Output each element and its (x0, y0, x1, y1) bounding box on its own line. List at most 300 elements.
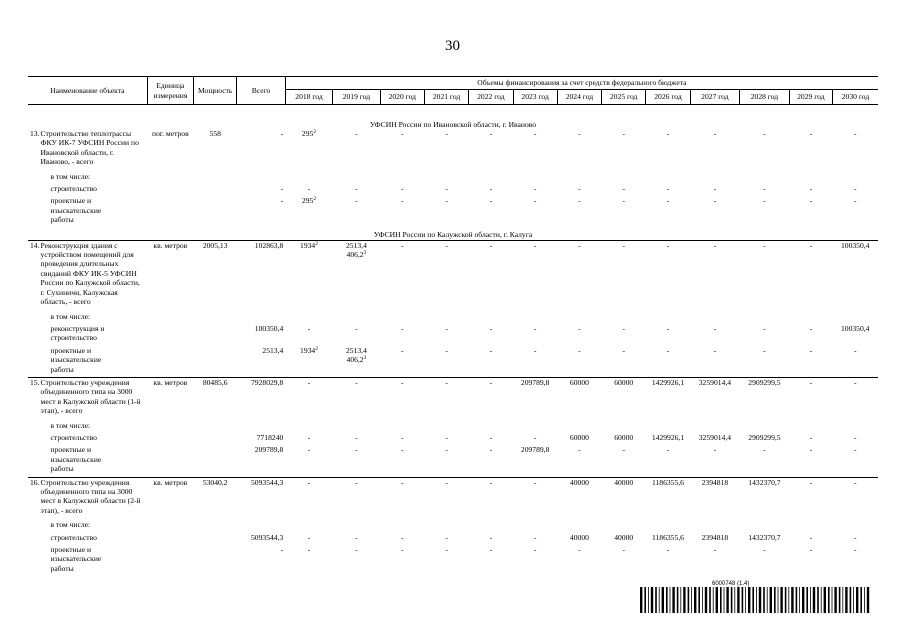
year-header: 2022 год (469, 90, 513, 105)
barcode-bar (734, 587, 735, 613)
barcode-bar (788, 587, 789, 613)
year-value (690, 170, 740, 184)
barcode-bar (860, 587, 862, 613)
year-value (646, 170, 690, 184)
barcode-label: 6000748 (1.4) (712, 581, 750, 587)
object-name: Строительство теплотрассы ФКУ ИК-7 УФСИН России по Ивановской области, г. Иваново, - всего (40, 129, 139, 167)
barcode-bar (821, 587, 822, 613)
unit-cell (147, 324, 193, 346)
table-body (28, 105, 878, 577)
year-value: - (763, 545, 766, 555)
unit-cell (147, 518, 193, 532)
year-value (557, 170, 601, 184)
section-title: УФСИН России по Калужской области, г. Калуга (373, 230, 533, 240)
capacity-cell (194, 433, 237, 445)
year-header: 2026 год (646, 90, 690, 105)
row-number: 15. (28, 377, 39, 418)
year-value: - (533, 184, 537, 194)
year-value: 2909299,5 (740, 377, 790, 418)
cell-value: 406,2 (346, 250, 364, 260)
year-value: - (333, 477, 380, 518)
barcode-bar (839, 587, 841, 613)
object-name: проектные и изыскательские работы (50, 345, 102, 374)
object-name: Реконструкция здания с устройством помещений для проведения длительных свиданий ФКУ ИК-5 УФСИН России по Калужской области, г. Сухиничи, Калужская область, - всего (39, 240, 148, 309)
year-value: - (380, 240, 424, 309)
year-value: - (763, 345, 766, 355)
year-value: - (853, 129, 857, 138)
year-value: - (401, 184, 404, 194)
year-value: - (380, 477, 424, 518)
year-value: - (355, 184, 358, 194)
unit-cell (147, 184, 193, 196)
year-value (646, 419, 690, 433)
year-value (285, 170, 332, 184)
year-value: - (809, 545, 813, 555)
year-value: - (307, 532, 311, 542)
year-value: - (713, 445, 717, 455)
year-value (333, 170, 380, 184)
year-value: - (809, 445, 813, 455)
year-value: - (809, 196, 813, 206)
year-header: 2027 год (690, 90, 740, 105)
object-name: строительство (50, 532, 97, 542)
year-value (602, 310, 646, 324)
section-row (28, 228, 878, 241)
year-value (380, 170, 424, 184)
year-value: 2394818 (690, 477, 740, 518)
barcode-bar (677, 587, 679, 613)
year-value (646, 310, 690, 324)
barcode-bar (666, 587, 668, 613)
total-cell: - (280, 129, 284, 138)
barcode-bar (726, 587, 728, 613)
year-value: 1429926,1 (646, 377, 690, 418)
object-name: строительство (50, 432, 97, 442)
year-value (469, 170, 513, 184)
year-value (513, 518, 557, 532)
year-value: - (809, 184, 813, 194)
year-value (602, 518, 646, 532)
year-value (333, 346, 380, 378)
year-value: - (853, 345, 857, 355)
year-value: 1429926,1 (651, 432, 685, 442)
sub-row (28, 310, 878, 324)
year-value: - (445, 184, 448, 194)
year-value (789, 419, 832, 433)
year-value: 209789,8 (520, 445, 550, 455)
barcode-bar (709, 587, 711, 613)
barcode-bar (698, 587, 700, 613)
capacity-cell (194, 310, 237, 324)
year-value: - (469, 477, 513, 518)
year-value: - (424, 377, 468, 418)
total-cell: 102863,8 (237, 240, 286, 309)
year-value (380, 419, 424, 433)
year-value: - (355, 432, 358, 442)
barcode-bar (770, 587, 772, 613)
year-value: - (333, 377, 380, 418)
total-cell (237, 518, 286, 532)
year-value (789, 310, 832, 324)
year-value: - (622, 129, 625, 138)
year-value: - (853, 432, 857, 442)
barcode-bar (655, 587, 657, 613)
year-value: 1186355,6 (646, 477, 690, 518)
barcode-bar (720, 587, 722, 613)
barcode-bar (796, 587, 798, 613)
year-value: 40000 (557, 477, 601, 518)
sub-row (28, 346, 878, 378)
total-cell (237, 170, 286, 184)
year-value (424, 518, 468, 532)
row-number (28, 419, 39, 433)
year-value: 3259014,4 (690, 377, 740, 418)
year-value: 40000 (614, 532, 634, 542)
capacity-cell (194, 533, 237, 545)
year-value (690, 518, 740, 532)
year-value: - (853, 184, 857, 194)
funding-table (28, 76, 878, 576)
year-value (602, 170, 646, 184)
year-value: - (489, 532, 493, 542)
year-value: - (646, 240, 690, 309)
object-name: в том числе: (50, 420, 91, 430)
col-name: Наименование объекта (28, 77, 147, 105)
capacity-cell: 80485,6 (194, 377, 237, 418)
cell-value: 1934 (300, 345, 316, 355)
capacity-cell: 2005,13 (194, 240, 237, 309)
object-name: проектные и изыскательские работы (50, 545, 102, 573)
barcode-bar (824, 587, 826, 613)
capacity-cell (194, 196, 237, 227)
row-number (28, 196, 39, 227)
row-number (28, 346, 39, 378)
year-value: - (533, 345, 537, 355)
total-cell (237, 419, 286, 433)
year-value: - (489, 129, 493, 138)
year-value: - (622, 184, 625, 194)
barcode-bar (756, 587, 757, 613)
barcode-bar (702, 587, 703, 613)
sub-row (28, 433, 878, 445)
object-name: проектные и изыскательские работы (50, 196, 102, 225)
year-value: - (809, 432, 813, 442)
sub-row (28, 533, 878, 545)
year-value: - (666, 345, 670, 355)
year-value (285, 129, 332, 170)
year-value: - (445, 545, 448, 555)
capacity-cell (194, 445, 237, 477)
year-value: - (380, 377, 424, 418)
barcode-bar (683, 587, 685, 613)
year-value (333, 419, 380, 433)
unit-cell (147, 419, 193, 433)
year-value: 60000 (557, 377, 601, 418)
section-row (28, 105, 878, 130)
year-value: - (401, 432, 404, 442)
sub-row (28, 518, 878, 532)
cell-value: 2513,4 (345, 240, 367, 250)
cell-value: 295 (301, 196, 314, 206)
row-number (28, 445, 39, 477)
year-value: - (809, 532, 813, 542)
year-value: - (809, 323, 813, 333)
year-value: 100350,4 (840, 323, 870, 333)
year-value: - (763, 323, 766, 333)
sub-row (28, 445, 878, 477)
cell-value: 295 (301, 129, 314, 138)
year-value: - (285, 377, 332, 418)
barcode-bar (842, 587, 843, 613)
object-name: строительство (50, 184, 97, 194)
year-value: - (489, 323, 493, 333)
year-value (424, 419, 468, 433)
year-value (380, 518, 424, 532)
barcode-bar (817, 587, 819, 613)
year-header: 2023 год (513, 90, 557, 105)
barcode-bar (745, 587, 746, 613)
capacity-cell (194, 518, 237, 532)
year-value: - (469, 240, 513, 309)
year-value: - (533, 129, 537, 138)
year-header: 2020 год (380, 90, 424, 105)
footnote-mark: 2 (313, 196, 317, 203)
object-name: проектные и изыскательские работы (50, 445, 102, 474)
year-value: - (853, 445, 857, 455)
total-cell: 100350,4 (254, 323, 284, 333)
unit-cell (147, 196, 193, 227)
year-value (832, 518, 878, 532)
capacity-cell (194, 184, 237, 196)
year-value: - (401, 545, 404, 555)
footnote-mark: 2 (315, 345, 318, 352)
year-value: - (578, 345, 581, 355)
year-value: - (578, 184, 581, 194)
table-header (28, 77, 878, 105)
year-value (380, 310, 424, 324)
total-cell: - (280, 196, 284, 206)
year-value: - (489, 432, 493, 442)
year-value: - (622, 445, 625, 455)
unit-cell (147, 445, 193, 477)
year-value: - (602, 240, 646, 309)
cell-value: 2513,4 (345, 345, 367, 355)
year-value (557, 310, 601, 324)
year-value: 60000 (602, 377, 646, 418)
unit-cell: пог. метров (152, 129, 189, 138)
year-value: 1432370,7 (748, 532, 781, 542)
year-value: 3259014,4 (698, 432, 732, 442)
year-value: - (533, 432, 537, 442)
cell-value: 406,2 (346, 355, 364, 365)
capacity-cell: 558 (209, 129, 221, 138)
barcode-bar (767, 587, 768, 613)
year-value: - (445, 196, 448, 206)
total-cell: 5093544,3 (237, 477, 286, 518)
col-unit: Единица измерения (147, 77, 193, 105)
year-value: - (401, 129, 404, 138)
barcode-bar (856, 587, 858, 613)
year-value (285, 518, 332, 532)
year-value: - (307, 545, 311, 555)
year-value: - (809, 345, 813, 355)
barcode-bar (705, 587, 707, 613)
year-value: - (307, 323, 311, 333)
year-value: - (713, 184, 717, 194)
sub-row (28, 419, 878, 433)
capacity-cell (194, 419, 237, 433)
sub-row (28, 170, 878, 184)
object-name: в том числе: (50, 311, 91, 321)
total-cell: 7718240 (256, 432, 284, 442)
year-value (469, 419, 513, 433)
year-value: - (666, 445, 670, 455)
year-value (740, 170, 790, 184)
object-name: Строительство учреждения объединенного типа на 3000 мест в Калужской области (2-й этап), - всего (39, 477, 148, 518)
barcode-bar (672, 587, 674, 613)
capacity-cell (194, 346, 237, 378)
year-value: - (401, 345, 404, 355)
barcode-bar (651, 587, 653, 613)
capacity-cell (194, 324, 237, 346)
capacity-cell (194, 545, 237, 576)
year-value (690, 419, 740, 433)
total-cell: 5093544,3 (251, 532, 284, 542)
year-value: - (832, 477, 878, 518)
object-row (28, 240, 878, 309)
year-value: - (424, 240, 468, 309)
year-value: - (789, 240, 832, 309)
col-capacity: Мощность (194, 77, 237, 105)
barcode-bar (806, 587, 808, 613)
year-header: 2029 год (789, 90, 832, 105)
barcode-bar (864, 587, 865, 613)
year-value: - (666, 129, 670, 138)
year-value (285, 419, 332, 433)
year-value: - (285, 477, 332, 518)
year-value: - (513, 240, 557, 309)
year-value: - (355, 532, 358, 542)
barcode-bar (640, 587, 642, 613)
year-value: - (533, 545, 537, 555)
col-total: Всего (237, 77, 286, 105)
year-value: - (307, 445, 311, 455)
cell-value: 1934 (300, 240, 316, 250)
row-number: 16. (28, 477, 39, 518)
barcode-bar (778, 587, 779, 613)
year-value: 60000 (569, 432, 589, 442)
year-value (333, 310, 380, 324)
year-value: 1432370,7 (740, 477, 790, 518)
year-value: - (713, 323, 717, 333)
year-value: - (489, 345, 493, 355)
year-value (832, 419, 878, 433)
year-value: - (489, 184, 493, 194)
year-value: - (355, 129, 358, 138)
year-header: 2024 год (557, 90, 601, 105)
object-name: в том числе: (50, 520, 91, 530)
year-value: - (622, 323, 625, 333)
year-value: - (355, 196, 358, 206)
row-number (28, 324, 39, 346)
section-title: УФСИН России по Ивановской области, г. Иваново (369, 119, 537, 129)
year-value (832, 310, 878, 324)
year-value (513, 419, 557, 433)
capacity-cell: 53040,2 (194, 477, 237, 518)
unit-cell (147, 545, 193, 576)
year-header: 2030 год (832, 90, 878, 105)
year-value: - (690, 240, 740, 309)
year-header: 2025 год (602, 90, 646, 105)
year-value: - (401, 323, 404, 333)
barcode-bar (763, 587, 765, 613)
year-value: - (832, 377, 878, 418)
year-value: - (401, 532, 404, 542)
year-value: - (713, 196, 717, 206)
year-value: - (307, 184, 311, 194)
year-value: - (666, 196, 670, 206)
year-value: 40000 (602, 477, 646, 518)
year-value: - (809, 129, 813, 138)
barcode-bar (785, 587, 787, 613)
total-cell: 2513,4 (262, 345, 284, 355)
year-value: - (533, 323, 537, 333)
year-value: - (445, 129, 448, 138)
total-cell (237, 310, 286, 324)
year-header: 2021 год (424, 90, 468, 105)
year-value (333, 518, 380, 532)
barcode-bar (832, 587, 833, 613)
footnote-mark: 2 (313, 129, 317, 135)
unit-cell: кв. метров (147, 477, 193, 518)
year-value (646, 518, 690, 532)
row-number (28, 310, 39, 324)
barcode-bar (759, 587, 761, 613)
sub-row (28, 324, 878, 346)
col-funding: Объемы финансирования за счет средств федерального бюджета (285, 77, 878, 90)
total-cell: - (280, 184, 284, 194)
year-value (424, 170, 468, 184)
barcode-bar (828, 587, 830, 613)
unit-cell (147, 433, 193, 445)
year-value (469, 518, 513, 532)
year-value: - (445, 323, 448, 333)
year-value: - (307, 432, 311, 442)
year-value: - (622, 345, 625, 355)
year-value: - (713, 129, 717, 138)
barcode-bar (680, 587, 681, 613)
year-value: - (445, 345, 448, 355)
year-value: - (763, 184, 766, 194)
year-value: 60000 (614, 432, 634, 442)
barcode-bar (742, 587, 744, 613)
row-number: 13. (30, 129, 40, 138)
year-value: - (578, 196, 581, 206)
year-value (333, 240, 380, 309)
year-value: - (789, 377, 832, 418)
year-value: - (489, 196, 493, 206)
barcode-bar (867, 587, 869, 613)
year-value: - (713, 545, 717, 555)
year-value: - (489, 445, 493, 455)
barcode-bar (737, 587, 739, 613)
barcode-bar (752, 587, 754, 613)
year-value: - (763, 196, 766, 206)
barcode-bar (691, 587, 692, 613)
year-value: - (578, 545, 581, 555)
barcode-bar (662, 587, 664, 613)
barcode-bar (694, 587, 696, 613)
